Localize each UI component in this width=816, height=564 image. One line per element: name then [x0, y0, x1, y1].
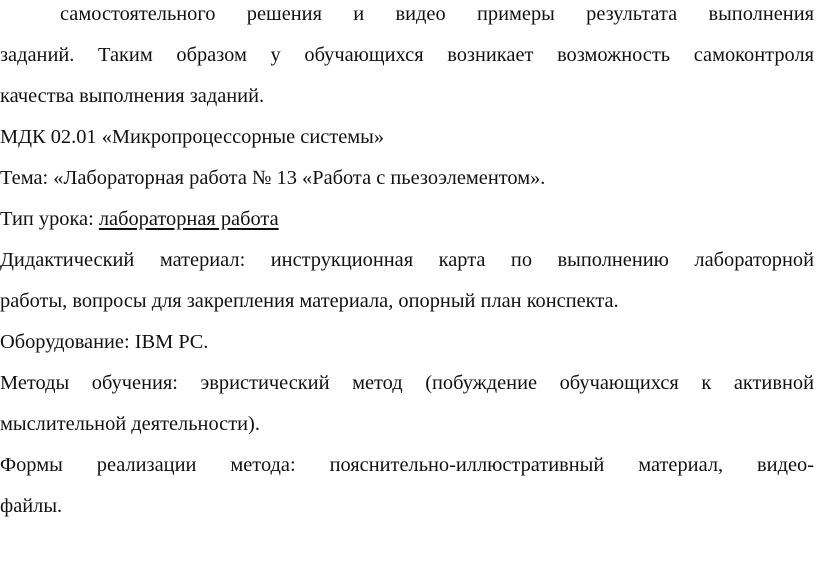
didactic-line-1: Дидактический материал: инструкционная карта по выполнению лабораторной [0, 249, 814, 271]
forms-line-2: файлы. [0, 495, 63, 517]
paragraph-1-line-2: заданий. Таким образом у обучающихся возникает возможность самоконтроля [0, 44, 814, 66]
mdk-line: МДК 02.01 «Микропроцессорные системы» [0, 126, 385, 148]
didactic-line-2: работы, вопросы для закрепления материала, опорный план конспекта. [0, 290, 619, 312]
topic-line: Тема: «Лабораторная работа № 13 «Работа с пьезоэлементом». [0, 167, 546, 189]
lesson-type-value: лабораторная работа [98, 208, 279, 230]
forms-line-1: Формы реализации метода: пояснительно-иллюстративный материал, видео- [0, 454, 814, 476]
methods-line-1: Методы обучения: эвристический метод (побуждение обучающихся к активной [0, 372, 814, 394]
paragraph-1-line-1: самостоятельного решения и видео примеры результата выполнения [60, 3, 814, 25]
lesson-type-label: Тип урока: [0, 208, 99, 230]
lesson-type-line [0, 207, 814, 231]
paragraph-1-line-3: качества выполнения заданий. [0, 85, 265, 107]
methods-line-2: мыслительной деятельности). [0, 413, 260, 435]
equipment-line: Оборудование: IBM PC. [0, 331, 209, 353]
